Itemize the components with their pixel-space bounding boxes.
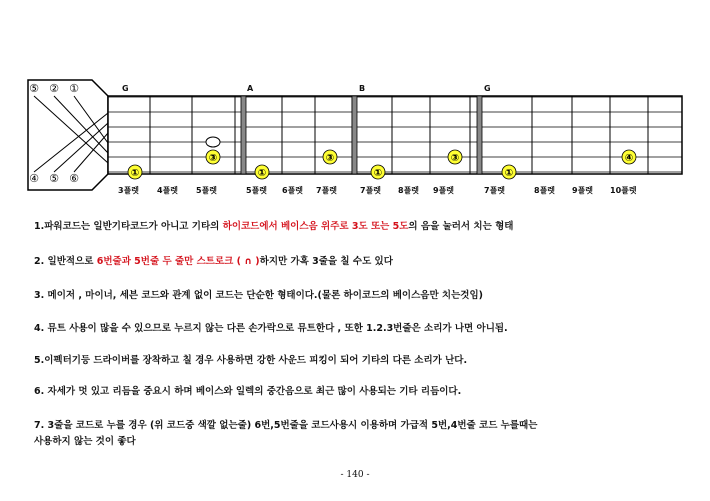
- string-number-top-1: ⑤: [29, 82, 39, 95]
- finger-dot-label: ①: [130, 168, 140, 179]
- page-number: - 140 -: [340, 470, 370, 480]
- fret-label: 8플렛: [534, 186, 556, 195]
- fret-label: 6플렛: [282, 186, 304, 195]
- note-3: 3. 메이저 , 마이너, 세븐 코드와 관계 없이 코드는 단순한 형태이다.(물론 하이코드의 베이스음만 치는것임): [34, 290, 483, 301]
- fret-label: 8플렛: [398, 186, 420, 195]
- note-7-line-2: 사용하지 않는 것이 좋다: [34, 436, 136, 447]
- fret-label: 9플렛: [572, 186, 594, 195]
- fret-label: 3플렛: [118, 186, 140, 195]
- note-2-emphasis: 6번줄과 5번줄 두 줄만 스트로크 ( ∩ ): [96, 256, 260, 267]
- chord-label-g2: G: [484, 84, 491, 93]
- headstock-outline: [28, 80, 108, 190]
- note-1-start: 1.파워코드는 일반기타코드가 아니고 기타의: [34, 221, 223, 232]
- note-1: [34, 219, 694, 235]
- string-number-top-2: ②: [49, 82, 59, 95]
- chord-label-g1: G: [122, 84, 129, 93]
- chord-separator: [477, 96, 482, 174]
- chord-label-a: A: [247, 84, 254, 93]
- finger-dot-label: ④: [624, 153, 634, 164]
- finger-dot-label: ③: [450, 153, 460, 164]
- note-2: [34, 254, 694, 270]
- finger-dot-label: ①: [504, 168, 514, 179]
- finger-dot-label: ③: [325, 153, 335, 164]
- guitar-fretboard-diagram: [0, 0, 710, 200]
- open-string-marker: [206, 137, 220, 147]
- note-5: 5.이펙터기등 드라이버를 장착하고 칠 경우 사용하면 강한 사운드 피킹이 되어 기타의 다른 소리가 난다.: [34, 355, 468, 366]
- fret-label: 4플렛: [157, 186, 179, 195]
- fret-label: 9플렛: [433, 186, 455, 195]
- fret-label: 7플렛: [484, 186, 506, 195]
- finger-dot-label: ③: [208, 153, 218, 164]
- note-4: 4. 뮤트 사용이 많을 수 있으므로 누르지 않는 다른 손가락으로 뮤트한다 , 또한 1.2.3번줄은 소리가 나면 아니됨.: [34, 323, 508, 334]
- fret-label: 7플렛: [360, 186, 382, 195]
- fret-label: 10플렛: [610, 186, 637, 195]
- note-7-line-1: 7. 3줄을 코드로 누를 경우 (위 코드중 색깔 없는줄) 6번,5번줄을 코드사용시 이용하며 가급적 5번,4번줄 코드 누를때는: [34, 420, 538, 431]
- note-1-emphasis: 하이코드에서 베이스음 위주로 3도 또는 5도: [222, 221, 409, 232]
- note-1-end: 의 음을 눌러서 치는 형태: [408, 221, 514, 232]
- finger-dot-label: ①: [257, 168, 267, 179]
- string-number-bottom-2: ⑤: [49, 172, 59, 185]
- neck-frame: [108, 96, 682, 174]
- note-2-start: 2. 일반적으로: [34, 256, 97, 267]
- string-number-top-3: ①: [69, 82, 79, 95]
- note-6: 6. 자세가 멋 있고 리듬을 중요시 하며 베이스와 일렉의 중간음으로 최근 많이 사용되는 기타 리듬이다.: [34, 386, 462, 397]
- fret-label: 5플렛: [196, 186, 218, 195]
- string-number-bottom-3: ⑥: [69, 172, 79, 185]
- finger-dot-label: ①: [373, 168, 383, 179]
- fret-label: 5플렛: [246, 186, 268, 195]
- chord-separator: [352, 96, 357, 174]
- note-2-end: 하지만 가혹 3줄을 칠 수도 있다: [259, 256, 393, 267]
- chord-label-b: B: [359, 84, 366, 93]
- chord-separator: [241, 96, 246, 174]
- fret-label: 7플렛: [316, 186, 338, 195]
- string-number-bottom-1: ④: [29, 172, 39, 185]
